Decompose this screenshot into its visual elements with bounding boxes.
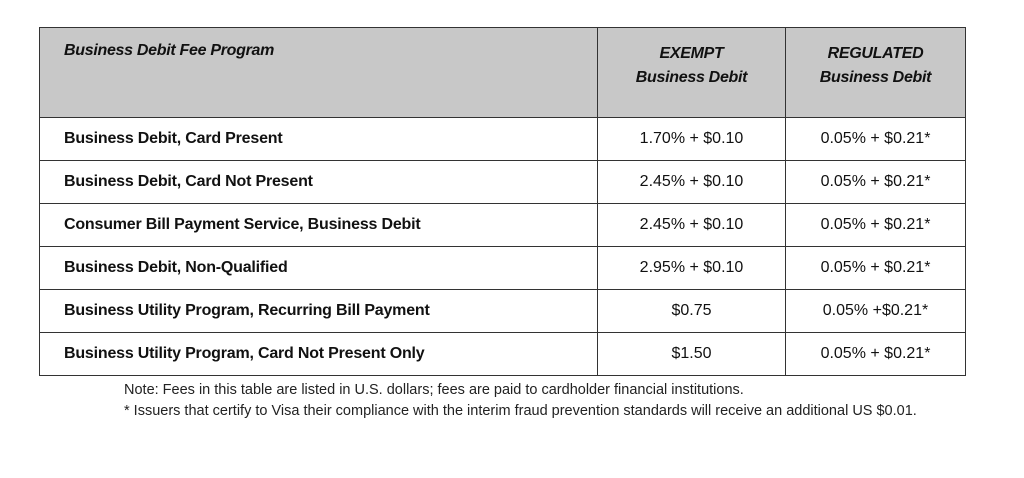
header-regulated-line2: Business Debit (819, 69, 932, 86)
exempt-cell: 1.70% + $0.10 (598, 118, 786, 161)
header-regulated (786, 28, 966, 118)
note-footnote: * Issuers that certify to Visa their compliance with the interim fraud prevention standards will receive an additional US $0.01. (124, 403, 917, 419)
program-cell: Business Utility Program, Card Not Present Only (40, 333, 598, 376)
program-cell: Business Debit, Non-Qualified (40, 247, 598, 290)
table-row (40, 333, 966, 376)
exempt-cell: 2.95% + $0.10 (598, 247, 786, 290)
header-exempt-line2: Business Debit (635, 69, 748, 86)
table-notes (124, 380, 924, 422)
exempt-cell: 2.45% + $0.10 (598, 161, 786, 204)
table-row (40, 161, 966, 204)
exempt-cell: $0.75 (598, 290, 786, 333)
program-cell: Business Debit, Card Present (40, 118, 598, 161)
header-exempt-line1: EXEMPT (659, 45, 724, 62)
fee-table (39, 27, 966, 376)
regulated-cell: 0.05% + $0.21* (786, 247, 966, 290)
table-row (40, 118, 966, 161)
regulated-cell: 0.05% + $0.21* (786, 333, 966, 376)
table-row (40, 290, 966, 333)
exempt-cell: $1.50 (598, 333, 786, 376)
header-row (40, 28, 966, 118)
header-regulated-line1: REGULATED (827, 45, 924, 62)
exempt-cell: 2.45% + $0.10 (598, 204, 786, 247)
header-program: Business Debit Fee Program (40, 28, 598, 118)
header-exempt (598, 28, 786, 118)
program-cell: Business Utility Program, Recurring Bill Payment (40, 290, 598, 333)
program-cell: Business Debit, Card Not Present (40, 161, 598, 204)
note-currency: Note: Fees in this table are listed in U.S. dollars; fees are paid to cardholder financial institutions. (124, 382, 744, 398)
regulated-cell: 0.05% + $0.21* (786, 161, 966, 204)
regulated-cell: 0.05% + $0.21* (786, 204, 966, 247)
regulated-cell: 0.05% +$0.21* (786, 290, 966, 333)
regulated-cell: 0.05% + $0.21* (786, 118, 966, 161)
table-row (40, 204, 966, 247)
program-cell: Consumer Bill Payment Service, Business Debit (40, 204, 598, 247)
table-row (40, 247, 966, 290)
document-body (39, 27, 965, 422)
